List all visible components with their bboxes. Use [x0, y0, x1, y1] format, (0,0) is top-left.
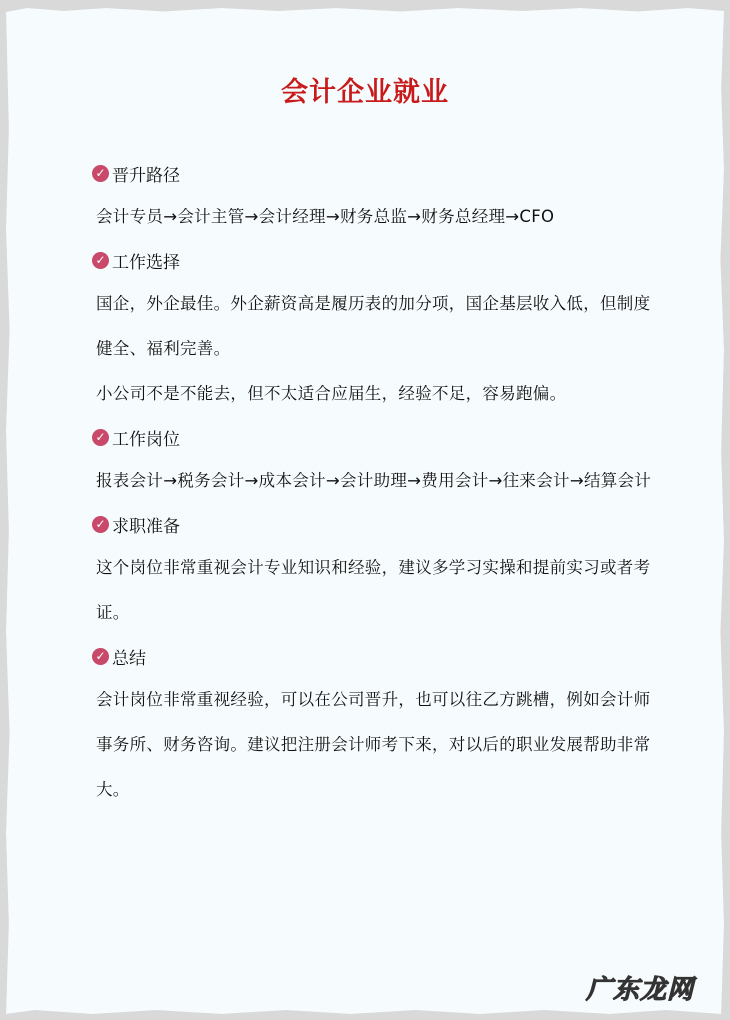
watermark-logo: 广东龙网	[585, 975, 694, 1005]
section-heading-label: 晋升路径	[112, 165, 180, 186]
heart-check-icon: ✓	[92, 252, 109, 269]
section-heading	[92, 635, 652, 677]
heart-check-icon: ✓	[92, 165, 109, 182]
section-paragraph: 小公司不是不能去，但不太适合应届生，经验不足，容易跑偏。	[96, 384, 567, 403]
heart-check-icon: ✓	[92, 648, 109, 665]
section-paragraph: 国企，外企最佳。外企薪资高是履历表的加分项，国企基层收入低，但制度健全、福利完善。	[96, 294, 651, 358]
page-title: 会计企业就业	[281, 77, 449, 108]
section-paragraph: 会计岗位非常重视经验，可以在公司晋升，也可以往乙方跳槽，例如会计师事务所、财务咨询。建议把注册会计师考下来，对以后的职业发展帮助非常大。	[96, 690, 651, 799]
section-heading	[92, 239, 652, 281]
section-paragraph: 报表会计→税务会计→成本会计→会计助理→费用会计→往来会计→结算会计	[96, 471, 652, 490]
section-paragraph: 会计专员→会计主管→会计经理→财务总监→财务总经理→CFO	[96, 207, 555, 226]
section-heading-label: 工作选择	[112, 252, 180, 273]
article-body	[92, 152, 652, 812]
section-heading	[92, 503, 652, 545]
heart-check-icon: ✓	[92, 516, 109, 533]
heart-check-icon: ✓	[92, 429, 109, 446]
section-heading-label: 工作岗位	[112, 429, 180, 450]
section-heading-label: 总结	[112, 648, 146, 669]
section-paragraph: 这个岗位非常重视会计专业知识和经验，建议多学习实操和提前实习或者考证。	[96, 558, 651, 622]
section-heading	[92, 152, 652, 194]
section-heading-label: 求职准备	[112, 516, 180, 537]
section-heading	[92, 416, 652, 458]
